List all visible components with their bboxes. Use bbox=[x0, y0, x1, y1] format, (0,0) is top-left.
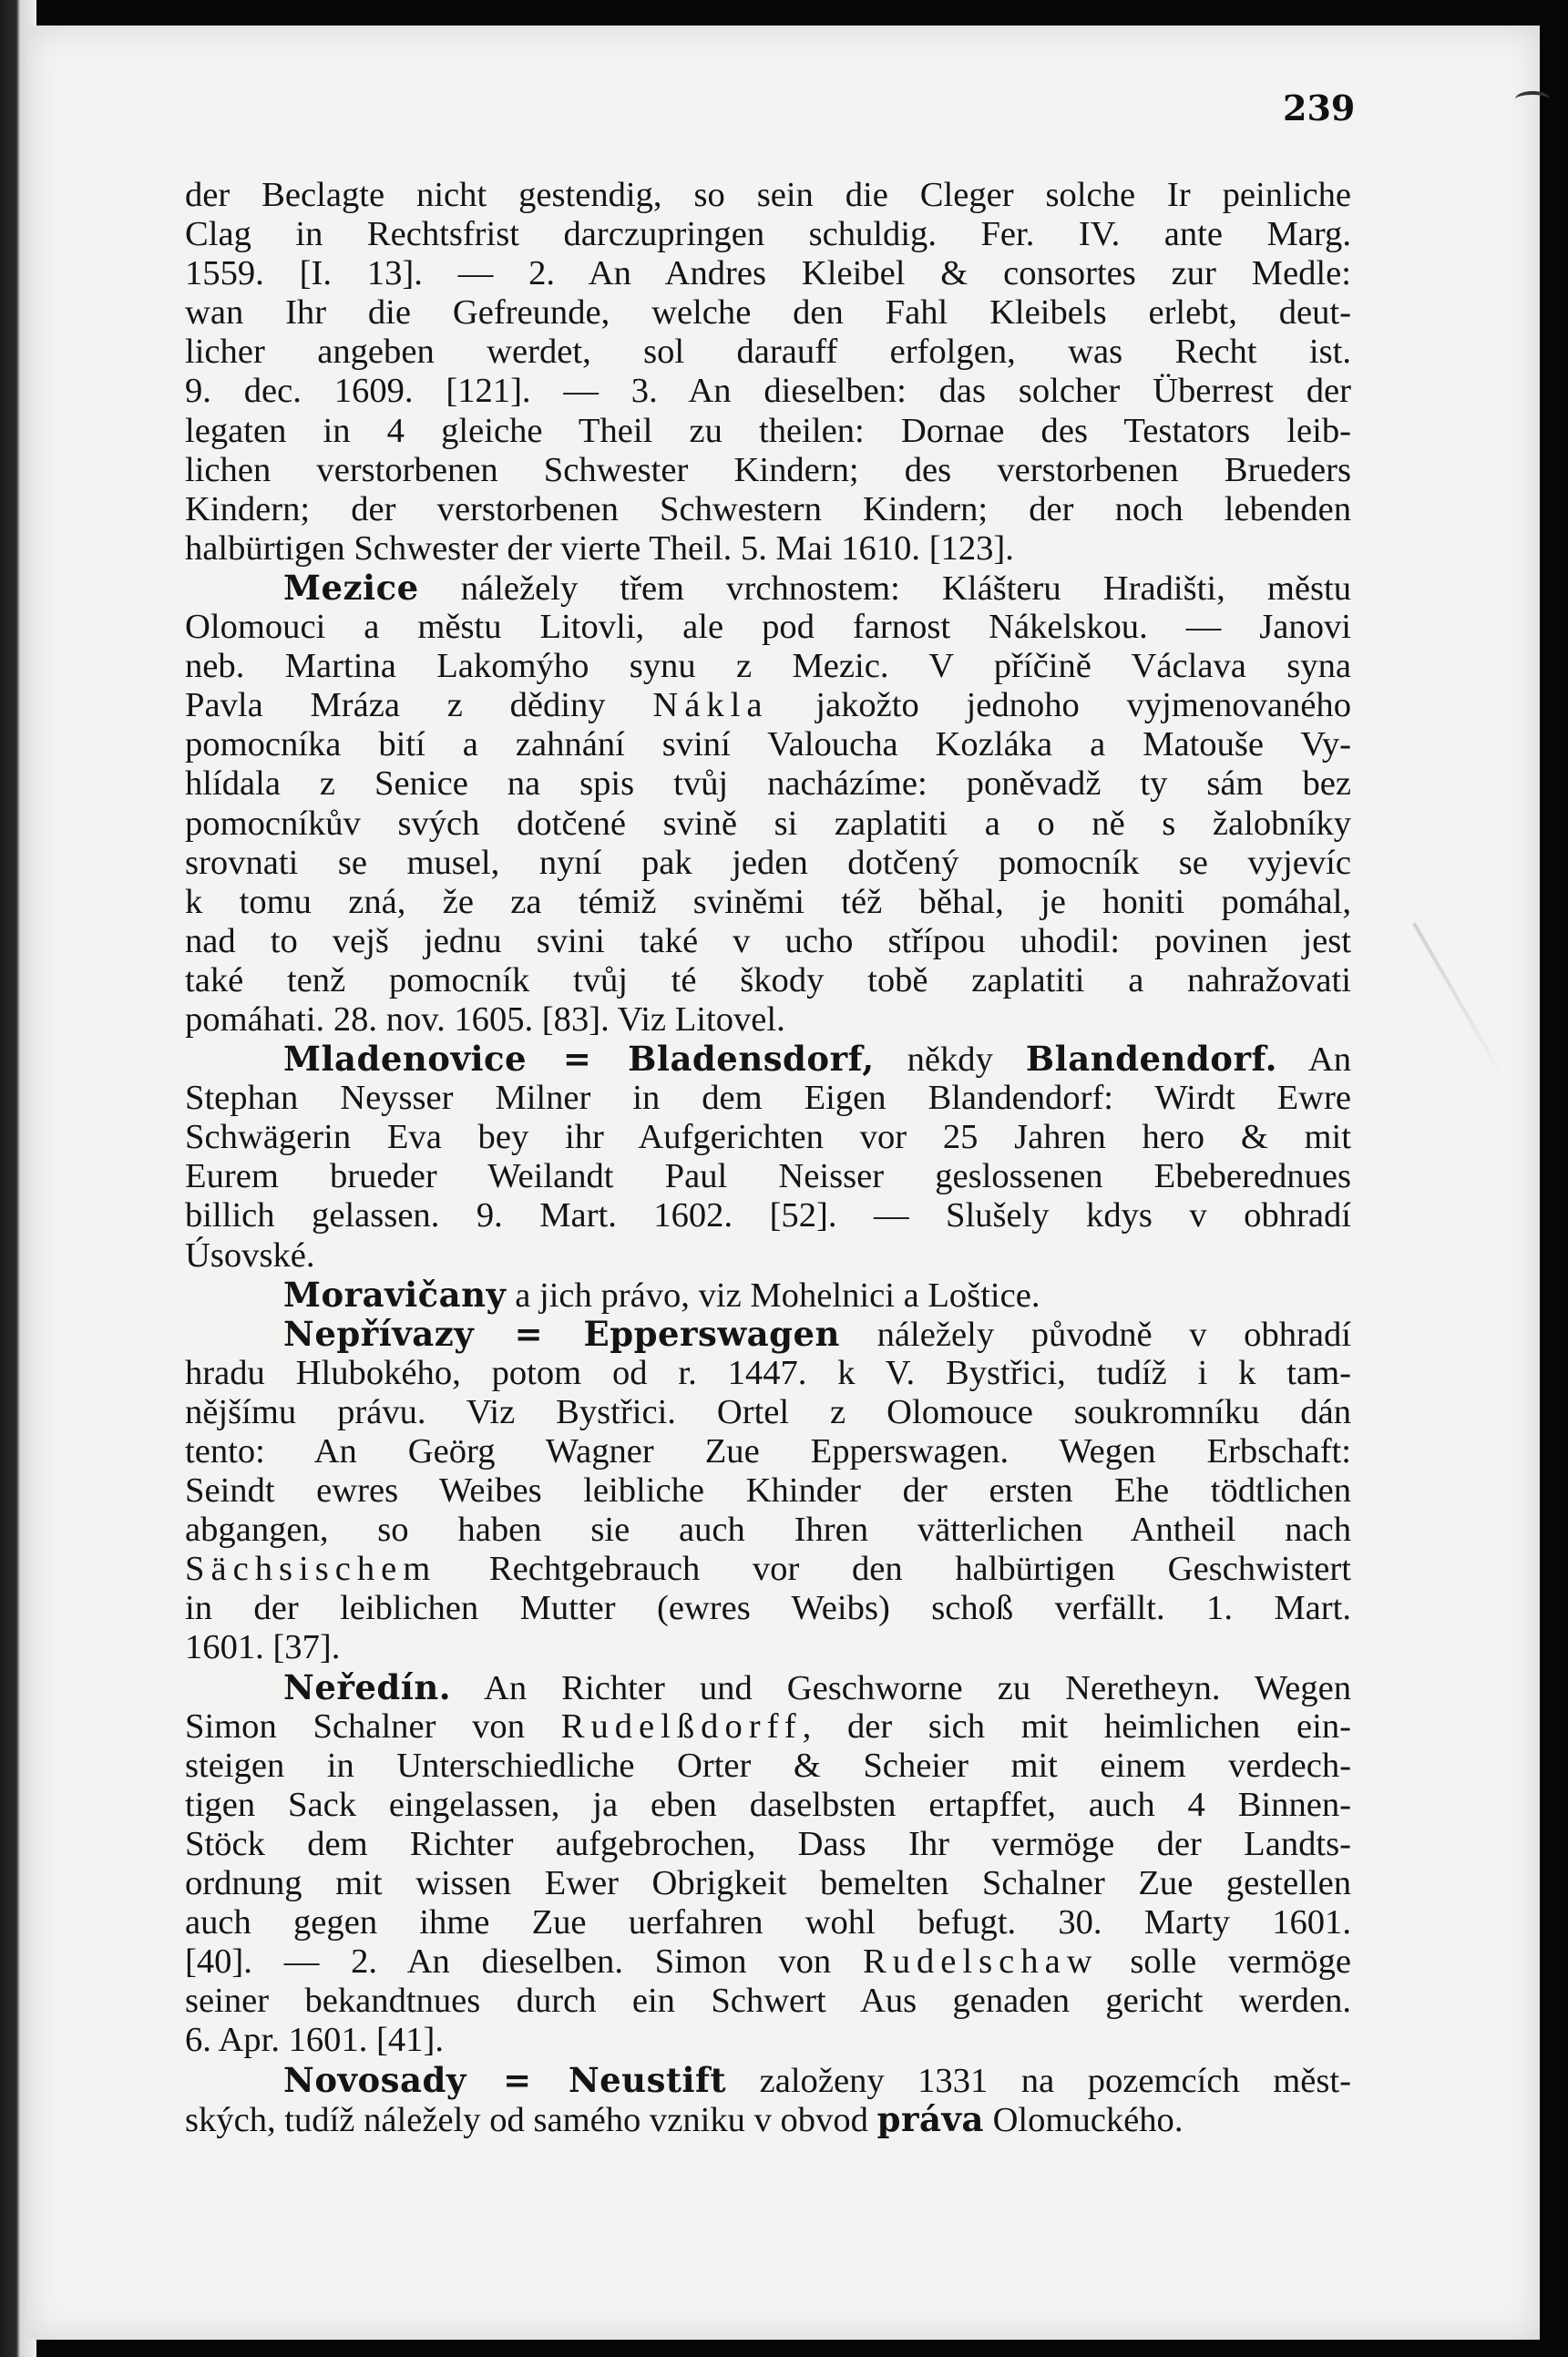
text-line bbox=[185, 529, 1351, 569]
text-run: nad to vejš jednu svini také v ucho střípou uhodil: povinen jest bbox=[185, 921, 1351, 960]
text-line bbox=[185, 333, 1351, 372]
text-line bbox=[185, 1471, 1351, 1511]
text-line bbox=[185, 1982, 1351, 2021]
text-line bbox=[185, 176, 1351, 215]
text-run: der Beclagte nicht gestendig, so sein die Cleger solche Ir peinliche bbox=[185, 176, 1351, 214]
text-line bbox=[185, 647, 1351, 686]
headword: Neředín. bbox=[283, 1666, 452, 1707]
text-run: 9. dec. 1609. [121]. — 3. An dieselben: das solcher Überrest der bbox=[185, 372, 1351, 411]
text-run: 1601. [37]. bbox=[185, 1628, 341, 1667]
text-line bbox=[185, 2061, 1351, 2100]
text-line bbox=[185, 764, 1351, 804]
text-run: legaten in 4 gleiche Theil zu theilen: Dornae des Testators leib- bbox=[185, 411, 1351, 450]
text-run: Seindt ewres Weibes leibliche Khinder der ersten Ehe tödtlichen bbox=[185, 1471, 1351, 1511]
headword: Novosady = Neustift bbox=[283, 2059, 727, 2100]
text-line bbox=[185, 1589, 1351, 1628]
text-line bbox=[185, 412, 1351, 451]
text-run: Pavla Mráza z dědiny bbox=[185, 686, 653, 725]
text-run: pomáhati. 28. nov. 1605. [83]. Viz Litovel. bbox=[185, 999, 785, 1039]
text-line bbox=[185, 1236, 1351, 1276]
headword: Mezice bbox=[283, 567, 419, 608]
text-line bbox=[185, 293, 1351, 333]
text-run: , der sich mit heimlichen ein- bbox=[802, 1706, 1351, 1746]
text-run: [40]. — 2. An dieselben. Simon von bbox=[185, 1942, 863, 1982]
text-line bbox=[185, 1354, 1351, 1393]
text-line bbox=[185, 1864, 1351, 1903]
text-run: tigen Sack eingelassen, ja eben daselbsten ertapffet, auch 4 Binnen- bbox=[185, 1785, 1351, 1824]
text-run: Olomouci a městu Litovli, ale pod farnost Nákelskou. — Janovi bbox=[185, 608, 1351, 647]
headword: práva bbox=[876, 2098, 984, 2139]
text-line bbox=[185, 2021, 1351, 2060]
text-run: seiner bekandtnues durch ein Schwert Aus genaden gericht werden. bbox=[185, 1982, 1351, 2021]
text-run: k tomu zná, že za témiž sviněmi též běhal, je honiti pomáhal, bbox=[185, 882, 1351, 921]
text-run: Simon Schalner von bbox=[185, 1706, 561, 1746]
text-run: wan Ihr die Gefreunde, welche den Fahl Kleibels erlebt, deut- bbox=[185, 293, 1351, 333]
text-line bbox=[185, 1118, 1351, 1157]
spaced-name: Sächsischem bbox=[185, 1550, 437, 1589]
text-line bbox=[185, 490, 1351, 529]
text-line bbox=[185, 1079, 1351, 1118]
text-run: Kindern; der verstorbenen Schwestern Kindern; der noch lebenden bbox=[185, 489, 1351, 528]
text-line bbox=[185, 2100, 1351, 2139]
spaced-name: Rudelßdorff bbox=[560, 1706, 803, 1746]
text-run: 1559. [I. 13]. — 2. An Andres Kleibel & consortes zur Medle: bbox=[185, 254, 1351, 293]
text-run: abgangen, so haben sie auch Ihren vätterlichen Antheil nach bbox=[185, 1511, 1351, 1550]
text-run: An bbox=[1276, 1040, 1351, 1080]
text-run: auch gegen ihme Zue uerfahren wohl befugt. 30. Marty 1601. bbox=[185, 1903, 1351, 1942]
text-run: 6. Apr. 1601. [41]. bbox=[185, 2021, 444, 2060]
text-line bbox=[185, 254, 1351, 293]
text-line bbox=[185, 1550, 1351, 1589]
text-run: billich gelassen. 9. Mart. 1602. [52]. — Slušely kdys v obhradí bbox=[185, 1196, 1351, 1235]
text-line bbox=[185, 1157, 1351, 1196]
text-run: pomocníka bití a zahnání sviní Valoucha Kozláka a Matouše Vy- bbox=[185, 725, 1351, 764]
text-run: také tenž pomocník tvůj té škody tobě zaplatiti a nahražovati bbox=[185, 960, 1351, 999]
text-line bbox=[185, 922, 1351, 961]
text-run: jakožto jednoho vyjmenovaného bbox=[768, 686, 1351, 725]
text-run: Stöck dem Richter aufgebrochen, Dass Ihr vermöge der Landts- bbox=[185, 1824, 1351, 1863]
page-number: 239 bbox=[1283, 87, 1356, 128]
text-run: steigen in Unterschiedliche Orter & Scheier mit einem verdech- bbox=[185, 1746, 1351, 1785]
text-run: halbürtigen Schwester der vierte Theil. 5. Mai 1610. [123]. bbox=[185, 528, 1014, 568]
text-line bbox=[185, 725, 1351, 764]
text-line bbox=[185, 1668, 1351, 1707]
text-run: neb. Martina Lakomýho synu z Mezic. V příčině Václava syna bbox=[185, 647, 1351, 686]
text-line bbox=[185, 1432, 1351, 1471]
text-line bbox=[185, 215, 1351, 254]
headword: Moravičany bbox=[283, 1274, 507, 1315]
headword: Nepřívazy = Epperswagen bbox=[283, 1313, 840, 1354]
text-run: Schwägerin Eva bey ihr Aufgerichten vor 25 Jahren hero & mit bbox=[185, 1118, 1351, 1157]
text-run: a jich právo, viz Mohelnici a Loštice. bbox=[506, 1276, 1040, 1315]
text-run: nějšímu právu. Viz Bystřici. Ortel z Olomouce soukromníku dán bbox=[185, 1392, 1351, 1431]
text-line bbox=[185, 1315, 1351, 1354]
body-text bbox=[185, 176, 1351, 2139]
text-line bbox=[185, 1903, 1351, 1942]
text-line bbox=[185, 883, 1351, 922]
text-run: pomocníkův svých dotčené svině si zaplatiti a o ně s žalobníky bbox=[185, 804, 1351, 843]
text-line bbox=[185, 1942, 1351, 1982]
text-run: licher angeben werdet, sol darauff erfolgen, was Recht ist. bbox=[185, 333, 1351, 372]
text-line bbox=[185, 804, 1351, 844]
text-line bbox=[185, 1393, 1351, 1432]
text-run: ordnung mit wissen Ewer Obrigkeit bemelten Schalner Zue gestellen bbox=[185, 1864, 1351, 1903]
text-line bbox=[185, 451, 1351, 490]
text-run: hradu Hlubokého, potom od r. 1447. k V. Bystřici, tudíž i k tam- bbox=[185, 1353, 1351, 1392]
headword: Blandendorf. bbox=[1025, 1039, 1277, 1080]
text-line bbox=[185, 1000, 1351, 1040]
headword: Mladenovice = Bladensdorf, bbox=[283, 1039, 875, 1080]
text-line bbox=[185, 1040, 1351, 1079]
text-run: Úsovské. bbox=[185, 1235, 315, 1275]
text-line bbox=[185, 1196, 1351, 1235]
text-line bbox=[185, 569, 1351, 608]
text-line bbox=[185, 1511, 1351, 1550]
text-run: srovnati se musel, nyní pak jeden dotčený pomocník se vyjevíc bbox=[185, 843, 1351, 882]
text-line bbox=[185, 1825, 1351, 1864]
text-line bbox=[185, 372, 1351, 411]
text-run: Stephan Neysser Milner in dem Eigen Blandendorf: Wirdt Ewre bbox=[185, 1079, 1351, 1118]
text-run: náležely původně v obhradí bbox=[839, 1315, 1352, 1354]
text-line bbox=[185, 686, 1351, 725]
text-run: Eurem brueder Weilandt Paul Neisser geslossenen Ebeberednues bbox=[185, 1157, 1351, 1196]
text-run: Olomuckého. bbox=[983, 2100, 1184, 2139]
text-run: in der leiblichen Mutter (ewres Weibs) schoß verfällt. 1. Mart. bbox=[185, 1589, 1351, 1628]
spaced-name: Rudelschaw bbox=[863, 1942, 1099, 1982]
text-run: An Richter und Geschworne zu Neretheyn. Wegen bbox=[451, 1668, 1351, 1707]
text-line bbox=[185, 1628, 1351, 1667]
text-run: někdy bbox=[874, 1040, 1026, 1080]
text-line bbox=[185, 1747, 1351, 1786]
text-line bbox=[185, 1276, 1351, 1315]
spaced-name: Nákla bbox=[652, 686, 769, 725]
text-line bbox=[185, 1707, 1351, 1747]
text-line bbox=[185, 1786, 1351, 1825]
text-line bbox=[185, 608, 1351, 647]
text-run: Rechtgebrauch vor den halbürtigen Geschwistert bbox=[436, 1550, 1351, 1589]
text-run: Clag in Rechtsfrist darczupringen schuldig. Fer. IV. ante Marg. bbox=[185, 215, 1351, 254]
text-run: solle vermöge bbox=[1098, 1942, 1351, 1982]
text-run: ských, tudíž náležely od samého vzniku v obvod bbox=[185, 2100, 877, 2139]
text-run: tento: An Geörg Wagner Zue Epperswagen. Wegen Erbschaft: bbox=[185, 1432, 1351, 1471]
text-run: lichen verstorbenen Schwester Kindern; des verstorbenen Brueders bbox=[185, 450, 1351, 489]
text-run: náležely třem vrchnostem: Klášteru Hradišti, městu bbox=[418, 569, 1351, 608]
text-line bbox=[185, 961, 1351, 1000]
text-line bbox=[185, 844, 1351, 883]
text-run: založeny 1331 na pozemcích měst- bbox=[726, 2061, 1351, 2100]
ink-mark bbox=[1515, 91, 1550, 108]
text-run: hlídala z Senice na spis tvůj nacházíme: poněvadž ty sám bez bbox=[185, 764, 1351, 804]
